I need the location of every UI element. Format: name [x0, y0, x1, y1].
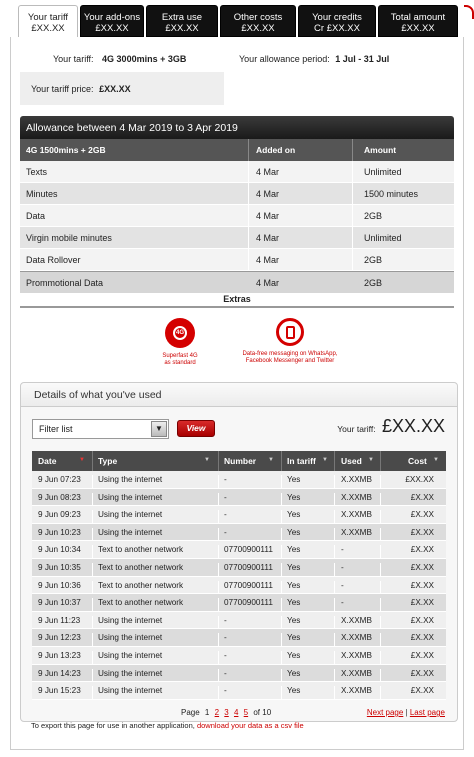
usage-in-tariff: Yes [287, 633, 301, 643]
usage-number: - [224, 668, 227, 678]
usage-date: 9 Jun 08:23 [38, 492, 81, 502]
4g-icon [165, 318, 195, 348]
allowance-table [20, 116, 454, 308]
allowance-added-on: 4 Mar [256, 211, 280, 221]
allowance-item: Data [26, 211, 46, 221]
column-divider [380, 669, 381, 682]
allowance-row [20, 161, 454, 183]
column-divider [334, 510, 335, 523]
usage-row [32, 612, 446, 630]
allowance-added-on: 4 Mar [256, 278, 280, 288]
column-divider [281, 493, 282, 506]
feature-superfast-4g [150, 318, 210, 367]
usage-type: Using the internet [98, 686, 163, 696]
usage-used: - [341, 562, 344, 572]
allowance-amount: Unlimited [364, 167, 402, 177]
column-divider [218, 528, 219, 541]
usage-number: 07700900111 [224, 598, 273, 608]
usage-type: Text to another network [98, 598, 184, 608]
column-divider [218, 581, 219, 594]
column-divider [218, 493, 219, 506]
column-divider [92, 651, 93, 664]
pager-nav [367, 708, 445, 717]
column-divider [281, 633, 282, 646]
usage-date: 9 Jun 07:23 [38, 475, 81, 484]
column-divider [352, 183, 353, 204]
column-divider [218, 616, 219, 629]
tab-amount: £XX.XX [165, 23, 199, 34]
feature-text: Facebook Messenger and Twitter [245, 358, 335, 364]
usage-in-tariff: Yes [287, 545, 301, 555]
column-divider [92, 493, 93, 506]
column-divider [334, 545, 335, 558]
export-note [31, 721, 304, 730]
header-plan: 4G 1500mins + 2GB [26, 145, 106, 155]
period-label: Your allowance period: [239, 54, 330, 64]
allowance-added-on: 4 Mar [256, 233, 280, 243]
header-type[interactable]: Type [98, 456, 118, 466]
usage-used: X.XXMB [341, 527, 372, 537]
column-divider [218, 563, 219, 576]
pager-prefix: Page [181, 708, 200, 717]
usage-used: X.XXMB [341, 492, 372, 502]
usage-in-tariff: Yes [287, 580, 301, 590]
usage-row [32, 471, 446, 489]
column-divider [334, 475, 335, 488]
usage-date: 9 Jun 15:23 [38, 686, 81, 696]
column-divider [281, 563, 282, 576]
allowance-added-on: 4 Mar [256, 255, 280, 265]
usage-cost: £X.XX [410, 686, 434, 696]
column-divider [248, 227, 249, 248]
column-divider [218, 633, 219, 646]
chevron-down-icon[interactable]: ▼ [268, 457, 274, 463]
usage-in-tariff: Yes [287, 475, 301, 484]
column-divider [248, 205, 249, 226]
chevron-down-icon[interactable]: ▼ [368, 457, 374, 463]
column-divider [281, 598, 282, 611]
usage-date: 9 Jun 10:35 [38, 562, 81, 572]
usage-row [32, 577, 446, 595]
corner-decoration [464, 5, 474, 19]
column-divider [352, 139, 353, 161]
4g-badge-label: 4G [173, 326, 187, 340]
column-divider [218, 510, 219, 523]
usage-date: 9 Jun 09:23 [38, 510, 81, 520]
column-divider [380, 563, 381, 576]
column-divider [248, 161, 249, 182]
column-divider [352, 249, 353, 270]
usage-used: X.XXMB [341, 668, 372, 678]
column-divider [248, 183, 249, 204]
column-divider [380, 633, 381, 646]
column-divider [218, 651, 219, 664]
usage-number: - [224, 475, 227, 484]
usage-in-tariff: Yes [287, 510, 301, 520]
tab-label: Your credits [312, 12, 362, 23]
tariff-summary [53, 54, 186, 64]
pager-link-3[interactable]: 3 [224, 708, 229, 717]
allowance-added-on: 4 Mar [256, 167, 280, 177]
allowance-item: Virgin mobile minutes [26, 233, 112, 243]
usage-in-tariff: Yes [287, 650, 301, 660]
usage-number: 07700900111 [224, 580, 273, 590]
usage-date: 9 Jun 11:23 [38, 615, 81, 625]
tariff-tabs [18, 5, 474, 37]
phone-message-icon [276, 318, 304, 346]
column-divider [334, 616, 335, 629]
column-divider [334, 633, 335, 646]
usage-type: Using the internet [98, 475, 163, 484]
allowance-amount: 1500 minutes [364, 189, 419, 199]
usage-type: Using the internet [98, 633, 163, 643]
pagination [181, 708, 271, 717]
usage-cost: £X.XX [410, 545, 434, 555]
column-divider [380, 598, 381, 611]
usage-cost: £X.XX [410, 633, 434, 643]
usage-cost: £X.XX [410, 615, 434, 625]
column-divider [380, 475, 381, 488]
usage-type: Using the internet [98, 615, 163, 625]
usage-number: 07700900111 [224, 545, 273, 555]
usage-tariff [337, 416, 445, 437]
usage-used: - [341, 580, 344, 590]
usage-row [32, 524, 446, 542]
column-divider [352, 161, 353, 182]
column-divider [334, 563, 335, 576]
usage-in-tariff: Yes [287, 492, 301, 502]
usage-cost: £XX.XX [405, 475, 434, 484]
allowance-header-row [20, 139, 454, 161]
column-divider [218, 686, 219, 699]
usage-used: - [341, 598, 344, 608]
column-divider [380, 451, 381, 471]
usage-in-tariff: Yes [287, 686, 301, 696]
promotional-row [20, 271, 454, 294]
column-divider [334, 493, 335, 506]
usage-in-tariff: Yes [287, 668, 301, 678]
usage-row [32, 665, 446, 683]
column-divider [281, 545, 282, 558]
header-date[interactable]: Date [38, 456, 57, 466]
column-divider [334, 451, 335, 471]
usage-date: 9 Jun 10:23 [38, 527, 81, 537]
usage-type: Text to another network [98, 545, 184, 555]
last-page-link[interactable]: Last page [409, 708, 445, 717]
allowance-amount: Unlimited [364, 233, 402, 243]
column-divider [380, 616, 381, 629]
usage-in-tariff: Yes [287, 527, 301, 537]
column-divider [92, 475, 93, 488]
usage-row [32, 559, 446, 577]
price-value: £XX.XX [99, 84, 131, 94]
usage-number: - [224, 615, 227, 625]
column-divider [281, 451, 282, 471]
usage-type: Using the internet [98, 510, 163, 520]
tab-your-credits[interactable] [298, 5, 376, 37]
column-divider [380, 651, 381, 664]
column-divider [380, 686, 381, 699]
usage-type: Using the internet [98, 650, 163, 660]
column-divider [218, 598, 219, 611]
usage-number: - [224, 510, 227, 520]
usage-in-tariff: Yes [287, 615, 301, 625]
chevron-down-icon[interactable]: ▼ [322, 457, 328, 463]
column-divider [281, 510, 282, 523]
column-divider [281, 528, 282, 541]
usage-details [20, 382, 458, 730]
usage-number: - [224, 492, 227, 502]
column-divider [218, 669, 219, 682]
tariff-price-box [20, 72, 224, 105]
column-divider [380, 581, 381, 594]
period-value: 1 Jul - 31 Jul [335, 54, 390, 64]
extras-heading: Extras [20, 294, 454, 308]
usage-date: 9 Jun 10:34 [38, 545, 81, 555]
allowance-amount: 2GB [364, 278, 383, 288]
tab-your-add-ons[interactable] [80, 5, 144, 37]
column-divider [281, 475, 282, 488]
usage-number: - [224, 527, 227, 537]
usage-type: Using the internet [98, 668, 163, 678]
usage-used: X.XXMB [341, 615, 372, 625]
usage-type: Text to another network [98, 562, 184, 572]
column-divider [92, 545, 93, 558]
usage-row [32, 647, 446, 665]
usage-date: 9 Jun 10:36 [38, 580, 81, 590]
allowance-item: Minutes [26, 189, 58, 199]
pager-current: 1 [204, 708, 210, 717]
usage-date: 9 Jun 13:23 [38, 650, 81, 660]
column-divider [352, 227, 353, 248]
allowance-item: Texts [26, 167, 48, 177]
header-added-on: Added on [256, 145, 296, 155]
usage-type: Text to another network [98, 580, 184, 590]
column-divider [281, 581, 282, 594]
column-divider [92, 598, 93, 611]
allowance-period [239, 54, 389, 64]
usage-row [32, 541, 446, 559]
tab-label: Extra use [161, 12, 203, 23]
tab-amount: £XX.XX [241, 23, 275, 34]
allowance-row [20, 227, 454, 249]
chevron-down-icon[interactable]: ▼ [151, 421, 167, 437]
column-divider [218, 475, 219, 488]
header-number[interactable]: Number [224, 456, 257, 466]
usage-cost: £X.XX [410, 598, 434, 608]
column-divider [380, 493, 381, 506]
tab-other-costs[interactable] [220, 5, 296, 37]
usage-row [32, 682, 446, 700]
column-divider [92, 633, 93, 646]
column-divider [92, 686, 93, 699]
usage-date: 9 Jun 10:37 [38, 598, 81, 608]
usage-header-row [32, 451, 446, 471]
allowance-added-on: 4 Mar [256, 189, 280, 199]
usage-number: - [224, 650, 227, 660]
filter-value: Filter list [39, 424, 73, 434]
allowance-item: Data Rollover [26, 255, 81, 265]
pager-divider: | [405, 708, 408, 717]
header-used[interactable]: Used [341, 456, 362, 466]
usage-tariff-value: £XX.XX [381, 416, 445, 436]
usage-row [32, 594, 446, 612]
tab-total-amount[interactable] [378, 5, 458, 37]
usage-in-tariff: Yes [287, 598, 301, 608]
allowance-amount: 2GB [364, 255, 383, 265]
header-cost[interactable]: Cost [408, 456, 427, 466]
csv-download-link[interactable]: download your data as a csv file [196, 721, 304, 730]
column-divider [92, 669, 93, 682]
column-divider [218, 451, 219, 471]
pager-link-2[interactable]: 2 [214, 708, 220, 717]
column-divider [92, 616, 93, 629]
usage-used: X.XXMB [341, 633, 372, 643]
column-divider [380, 528, 381, 541]
tab-extra-use[interactable] [146, 5, 218, 37]
price-label: Your tariff price: [31, 84, 94, 94]
pager-link-5[interactable]: 5 [243, 708, 249, 717]
usage-used: - [341, 545, 344, 555]
column-divider [92, 581, 93, 594]
pager-suffix: of 10 [253, 708, 272, 717]
header-in-tariff[interactable]: In tariff [287, 456, 316, 466]
usage-cost: £X.XX [410, 580, 434, 590]
column-divider [380, 545, 381, 558]
column-divider [281, 686, 282, 699]
usage-cost: £X.XX [410, 650, 434, 660]
column-divider [334, 686, 335, 699]
usage-tariff-label: Your tariff: [337, 424, 376, 434]
tab-amount: Cr £XX.XX [314, 23, 360, 34]
filter-list-select[interactable] [32, 419, 169, 439]
chevron-down-icon[interactable]: ▼ [204, 457, 210, 463]
allowance-amount: 2GB [364, 211, 383, 221]
usage-row [32, 489, 446, 507]
tab-your-tariff[interactable] [18, 5, 78, 37]
column-divider [334, 651, 335, 664]
usage-in-tariff: Yes [287, 562, 301, 572]
column-divider [92, 528, 93, 541]
sort-desc-icon[interactable]: ▼ [79, 457, 85, 463]
usage-cost: £X.XX [410, 492, 434, 502]
tariff-label: Your tariff: [53, 54, 94, 64]
feature-text: Superfast 4G [162, 353, 198, 359]
usage-date: 9 Jun 14:23 [38, 668, 81, 678]
export-text: To export this page for use in another application, [31, 721, 195, 730]
feature-text: Data-free messaging on WhatsApp, [242, 351, 338, 357]
tariff-value: 4G 3000mins + 3GB [102, 54, 187, 64]
usage-cost: £X.XX [410, 562, 434, 572]
usage-cost: £X.XX [410, 527, 434, 537]
usage-type: Using the internet [98, 527, 163, 537]
column-divider [248, 249, 249, 270]
details-title: Details of what you've used [21, 383, 457, 407]
allowance-title: Allowance between 4 Mar 2019 to 3 Apr 2019 [20, 116, 454, 139]
column-divider [92, 510, 93, 523]
view-button[interactable]: View [177, 420, 215, 437]
column-divider [281, 616, 282, 629]
allowance-item: Prommotional Data [26, 278, 104, 288]
usage-table [32, 451, 446, 700]
tab-label: Your add-ons [83, 12, 141, 23]
allowance-row [20, 183, 454, 205]
usage-number: - [224, 633, 227, 643]
usage-used: X.XXMB [341, 650, 372, 660]
header-amount: Amount [364, 145, 397, 155]
allowance-row [20, 205, 454, 227]
next-page-link[interactable]: Next page [366, 708, 404, 717]
usage-used: X.XXMB [341, 510, 372, 520]
usage-row [32, 629, 446, 647]
usage-cost: £X.XX [410, 510, 434, 520]
column-divider [92, 563, 93, 576]
tab-amount: £XX.XX [31, 23, 65, 34]
feature-data-free-messaging [230, 318, 350, 365]
feature-text: as standard [164, 360, 196, 366]
column-divider [380, 510, 381, 523]
usage-number: 07700900111 [224, 562, 273, 572]
pager-link-4[interactable]: 4 [233, 708, 239, 717]
column-divider [92, 451, 93, 471]
tab-amount: £XX.XX [401, 23, 435, 34]
column-divider [281, 651, 282, 664]
column-divider [248, 139, 249, 161]
allowance-row [20, 249, 454, 271]
column-divider [352, 205, 353, 226]
usage-row [32, 506, 446, 524]
column-divider [218, 545, 219, 558]
usage-type: Using the internet [98, 492, 163, 502]
usage-date: 9 Jun 12:23 [38, 633, 81, 643]
tab-label: Total amount [390, 12, 446, 23]
tab-amount: £XX.XX [95, 23, 129, 34]
column-divider [334, 669, 335, 682]
usage-number: - [224, 686, 227, 696]
column-divider [334, 598, 335, 611]
chevron-down-icon[interactable]: ▼ [433, 457, 439, 463]
column-divider [281, 669, 282, 682]
column-divider [334, 581, 335, 594]
tab-label: Your tariff [27, 12, 69, 23]
tab-label: Other costs [233, 12, 283, 23]
column-divider [334, 528, 335, 541]
usage-used: X.XXMB [341, 475, 372, 484]
usage-cost: £X.XX [410, 668, 434, 678]
usage-used: X.XXMB [341, 686, 372, 696]
